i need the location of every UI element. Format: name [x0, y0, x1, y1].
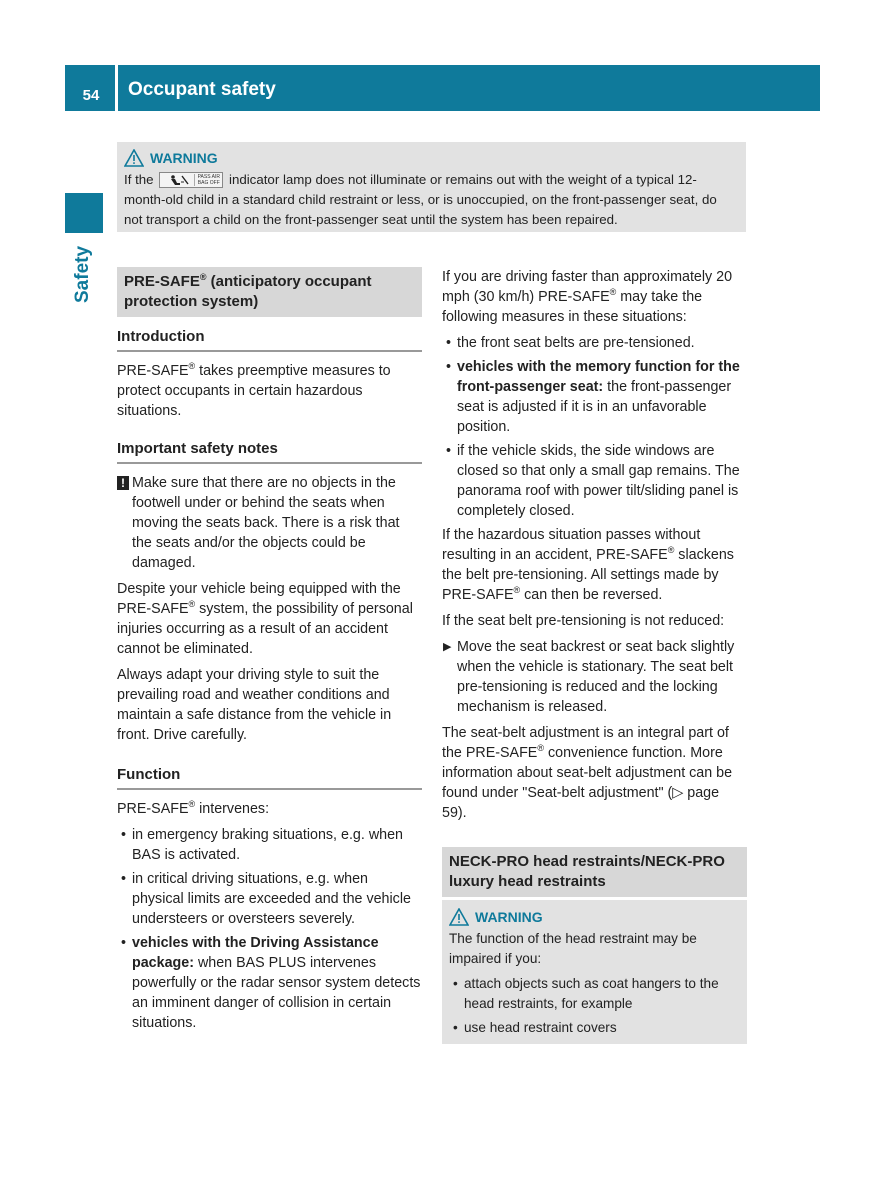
header-divider [115, 65, 118, 111]
right-intro [442, 267, 747, 327]
right-para-2: If the seat belt pre-tensioning is not reduced: [442, 613, 725, 629]
notice-exclamation-icon: ! [117, 476, 129, 490]
top-warning-box [117, 142, 746, 232]
right-para1-b: slackens the belt pre-tensioning. All settings made by PRE-SAFE [442, 547, 734, 603]
registered-mark: ® [667, 545, 675, 556]
right-para-3 [442, 723, 747, 823]
introduction-heading: Introduction [117, 327, 422, 352]
para1-a: Despite your vehicle being equipped with the PRE-SAFE [117, 581, 401, 617]
right-intro-b: may take the following measures in these situations: [442, 289, 703, 325]
right-para1-c: can then be reversed. [520, 587, 663, 603]
right-para-1 [442, 525, 747, 605]
passenger-airbag-off-icon [162, 174, 192, 186]
presafe-title-a: PRE-SAFE [124, 273, 200, 290]
left-column [117, 267, 422, 1037]
warning-triangle-icon [449, 908, 469, 926]
list-item: • if the vehicle skids, the side windows are closed so that only a small gap remains. The panorama roof with power tilt/sliding panel is completely closed. [442, 441, 747, 521]
registered-mark: ® [188, 361, 196, 372]
presafe-para-2: Always adapt your driving style to suit the prevailing road and weather conditions and maintain a safe distance from the vehicle in front. Drive carefully. [117, 667, 392, 743]
measures-list [442, 333, 747, 521]
neck-pro-warning-list [449, 974, 739, 1038]
page-number: 54 [82, 87, 100, 104]
side-tab-marker [65, 193, 103, 233]
registered-mark: ® [513, 585, 521, 596]
instruction-step [442, 637, 747, 717]
intro-text-b: takes preemptive measures to protect occupants in certain hazardous situations. [117, 363, 391, 419]
neck-pro-section-title: NECK-PRO head restraints/NECK-PRO luxury head restraints [442, 847, 747, 897]
list-item: • in emergency braking situations, e.g. when BAS is activated. [117, 825, 422, 865]
notice-item [117, 473, 422, 573]
para1-b: system, the possibility of personal injuries occurring as a result of an accident cannot be eliminated. [117, 601, 413, 657]
registered-mark: ® [199, 272, 207, 282]
notice-text: Make sure that there are no objects in the footwell under or behind the seats when moving the seats back. There is a risk that the seats and/or the objects could be damaged. [132, 475, 400, 571]
presafe-title-b: (anticipatory occupant protection system) [124, 273, 372, 310]
function-intro [117, 799, 422, 819]
neck-pro-warning-title-text: WARNING [475, 909, 543, 925]
right-column [442, 267, 747, 1044]
bullet3-rest: when BAS PLUS intervenes powerfully or the radar sensor system detects an imminent danger of collision in certain situations. [132, 955, 421, 1031]
list-item: • use head restraint covers [449, 1018, 739, 1038]
right-para1-a: If the hazardous situation passes without resulting in an accident, PRE-SAFE [442, 527, 701, 563]
list-item [117, 933, 422, 1033]
registered-mark: ® [188, 599, 196, 610]
step-arrow-icon: ▶ [443, 641, 452, 653]
list-item: • in critical driving situations, e.g. when physical limits are exceeded and the vehicle understeers or oversteers severely. [117, 869, 422, 929]
top-warning-title [124, 146, 738, 170]
introduction-text [117, 361, 422, 421]
bullet3-bold: vehicles with the Driving Assistance package: [132, 935, 379, 971]
lamp-text: PASS AIR BAG OFF [194, 174, 222, 186]
warning-text-rest: indicator lamp does not illuminate or remains out with the weight of a typical 12-month-old child in a standard child restraint or less, or is unoccupied, on the front-passenger seat, do not transport a child on the front-passenger seat until the system has been repaired. [124, 172, 717, 227]
registered-mark: ® [537, 743, 544, 754]
neck-pro-warning-title [449, 905, 739, 929]
airbag-off-lamp [159, 172, 223, 188]
function-intro-b: intervenes: [195, 801, 270, 817]
function-intro-a: PRE-SAFE [117, 801, 189, 817]
right-intro-a: If you are driving faster than approximately 20 mph (30 km/h) PRE-SAFE [442, 269, 733, 305]
presafe-section-title [117, 267, 422, 317]
list-item [442, 357, 747, 437]
right-para3-a: The seat-belt adjustment is an integral part of the PRE-SAFE [442, 725, 729, 761]
registered-mark: ® [609, 287, 617, 298]
bullet2-bold: vehicles with the memory function for the front-passenger seat: [457, 359, 740, 395]
safety-notes-heading: Important safety notes [117, 439, 422, 464]
list-item: • attach objects such as coat hangers to the head restraints, for example [449, 974, 739, 1014]
step-text: Move the seat backrest or seat back slightly when the vehicle is stationary. The seat belt pre-tensioning is reduced and the locking mechanism is released. [457, 639, 735, 715]
top-warning-title-text: WARNING [150, 150, 218, 166]
warning-text-start: If the [124, 172, 154, 187]
side-tab-label: Safety [72, 245, 93, 303]
warning-triangle-icon [124, 149, 144, 167]
presafe-para-1 [117, 579, 422, 659]
function-heading: Function [117, 765, 422, 790]
page-title: Occupant safety [128, 79, 276, 100]
intro-text-a: PRE-SAFE [117, 363, 189, 379]
list-item: • the front seat belts are pre-tensioned. [442, 333, 747, 353]
function-list [117, 825, 422, 1033]
registered-mark: ® [188, 799, 196, 810]
right-para3-b: convenience function. More information about seat-belt adjustment can be found under "Seat-belt adjustment" (▷ page 59). [442, 745, 733, 821]
neck-pro-warning-text: The function of the head restraint may be impaired if you: [449, 931, 697, 966]
top-warning-text [124, 170, 738, 230]
neck-pro-warning-box [442, 900, 747, 1044]
bullet2-rest: the front-passenger seat is adjusted if it is in an unfavorable position. [457, 379, 732, 435]
